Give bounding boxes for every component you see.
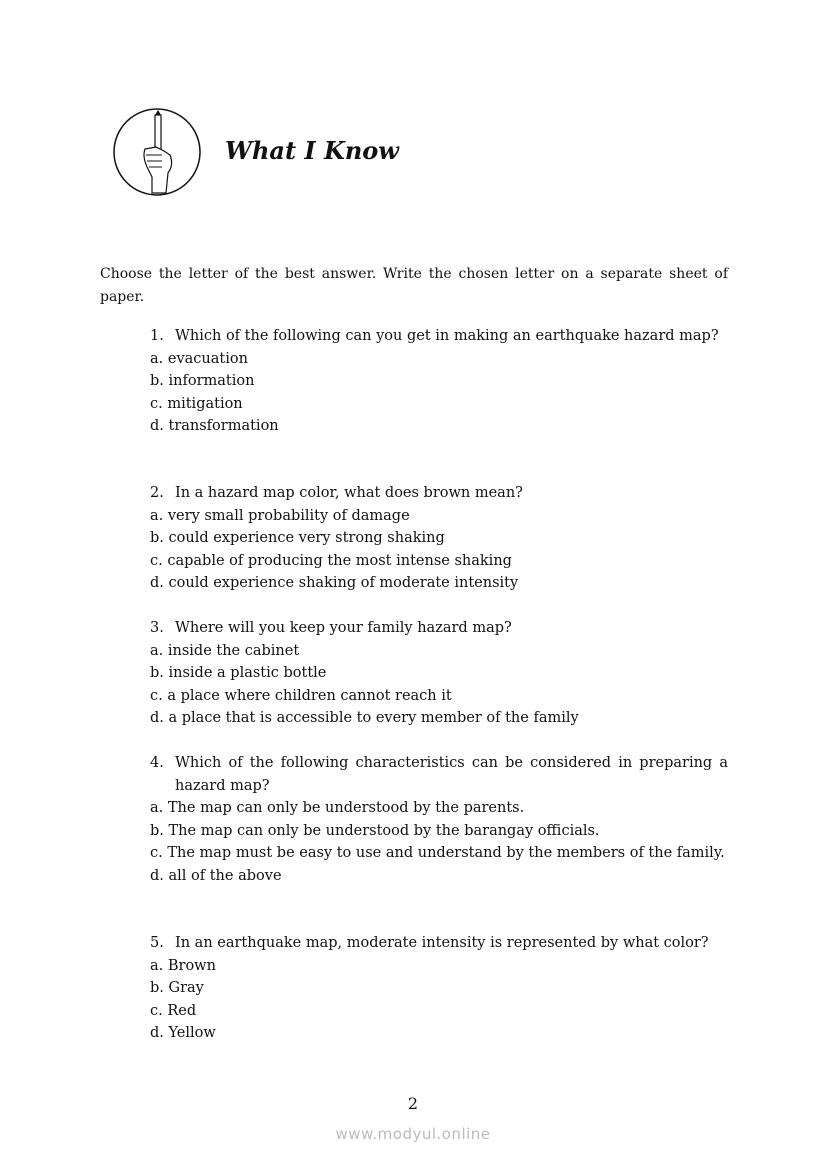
question-text: In an earthquake map, moderate intensity is represented by what color? [175,935,709,951]
answer-option: b. Gray [150,980,204,996]
page-title: What I Know [225,136,399,165]
question-1 [150,325,728,438]
hand-holding-pencil-icon [112,107,202,201]
question-number: 2. [150,485,164,501]
question-text: In a hazard map color, what does brown mean? [175,485,523,501]
question-stem [150,752,728,797]
answer-option: d. a place that is accessible to every member of the family [150,710,579,726]
page-number: 2 [407,1094,419,1113]
question-5 [150,932,728,1045]
question-text: Which of the following can you get in making an earthquake hazard map? [175,328,719,344]
answer-option: b. The map can only be understood by the barangay officials. [150,822,600,839]
answer-option: b. information [150,373,255,389]
answer-option: c. The map must be easy to use and understand by the members of the family. [150,845,725,861]
answer-option: c. Red [150,1002,197,1019]
question-stem [150,932,728,955]
question-text: Which of the following characteristics can be considered in preparing a hazard map? [175,755,728,794]
question-stem [150,617,728,640]
question-2 [150,482,728,595]
question-number: 1. [150,328,164,344]
question-text: Where will you keep your family hazard map? [175,620,512,636]
question-number: 5. [150,935,164,951]
answer-option: c. capable of producing the most intense shaking [150,552,512,569]
answer-option: a. Brown [150,957,216,974]
question-3 [150,617,728,730]
answer-option: d. all of the above [150,867,282,884]
answer-option: d. could experience shaking of moderate intensity [150,575,519,591]
answer-option: a. The map can only be understood by the parents. [150,800,525,816]
answer-option: c. a place where children cannot reach it [150,687,452,704]
question-number: 3. [150,620,164,636]
answer-option: b. inside a plastic bottle [150,665,327,681]
instructions: Choose the letter of the best answer. Write the chosen letter on a separate sheet of paper. [100,266,728,305]
question-stem [150,482,728,505]
question-stem [150,325,728,348]
answer-option: b. could experience very strong shaking [150,530,445,546]
answer-option: a. inside the cabinet [150,642,300,659]
watermark: www.modyul.online [335,1125,491,1143]
question-number: 4. [150,755,164,771]
question-4 [150,752,728,887]
answer-option: a. evacuation [150,350,248,367]
answer-option: a. very small probability of damage [150,507,410,524]
answer-option: d. Yellow [150,1025,216,1041]
answer-option: c. mitigation [150,395,243,412]
answer-option: d. transformation [150,418,279,434]
